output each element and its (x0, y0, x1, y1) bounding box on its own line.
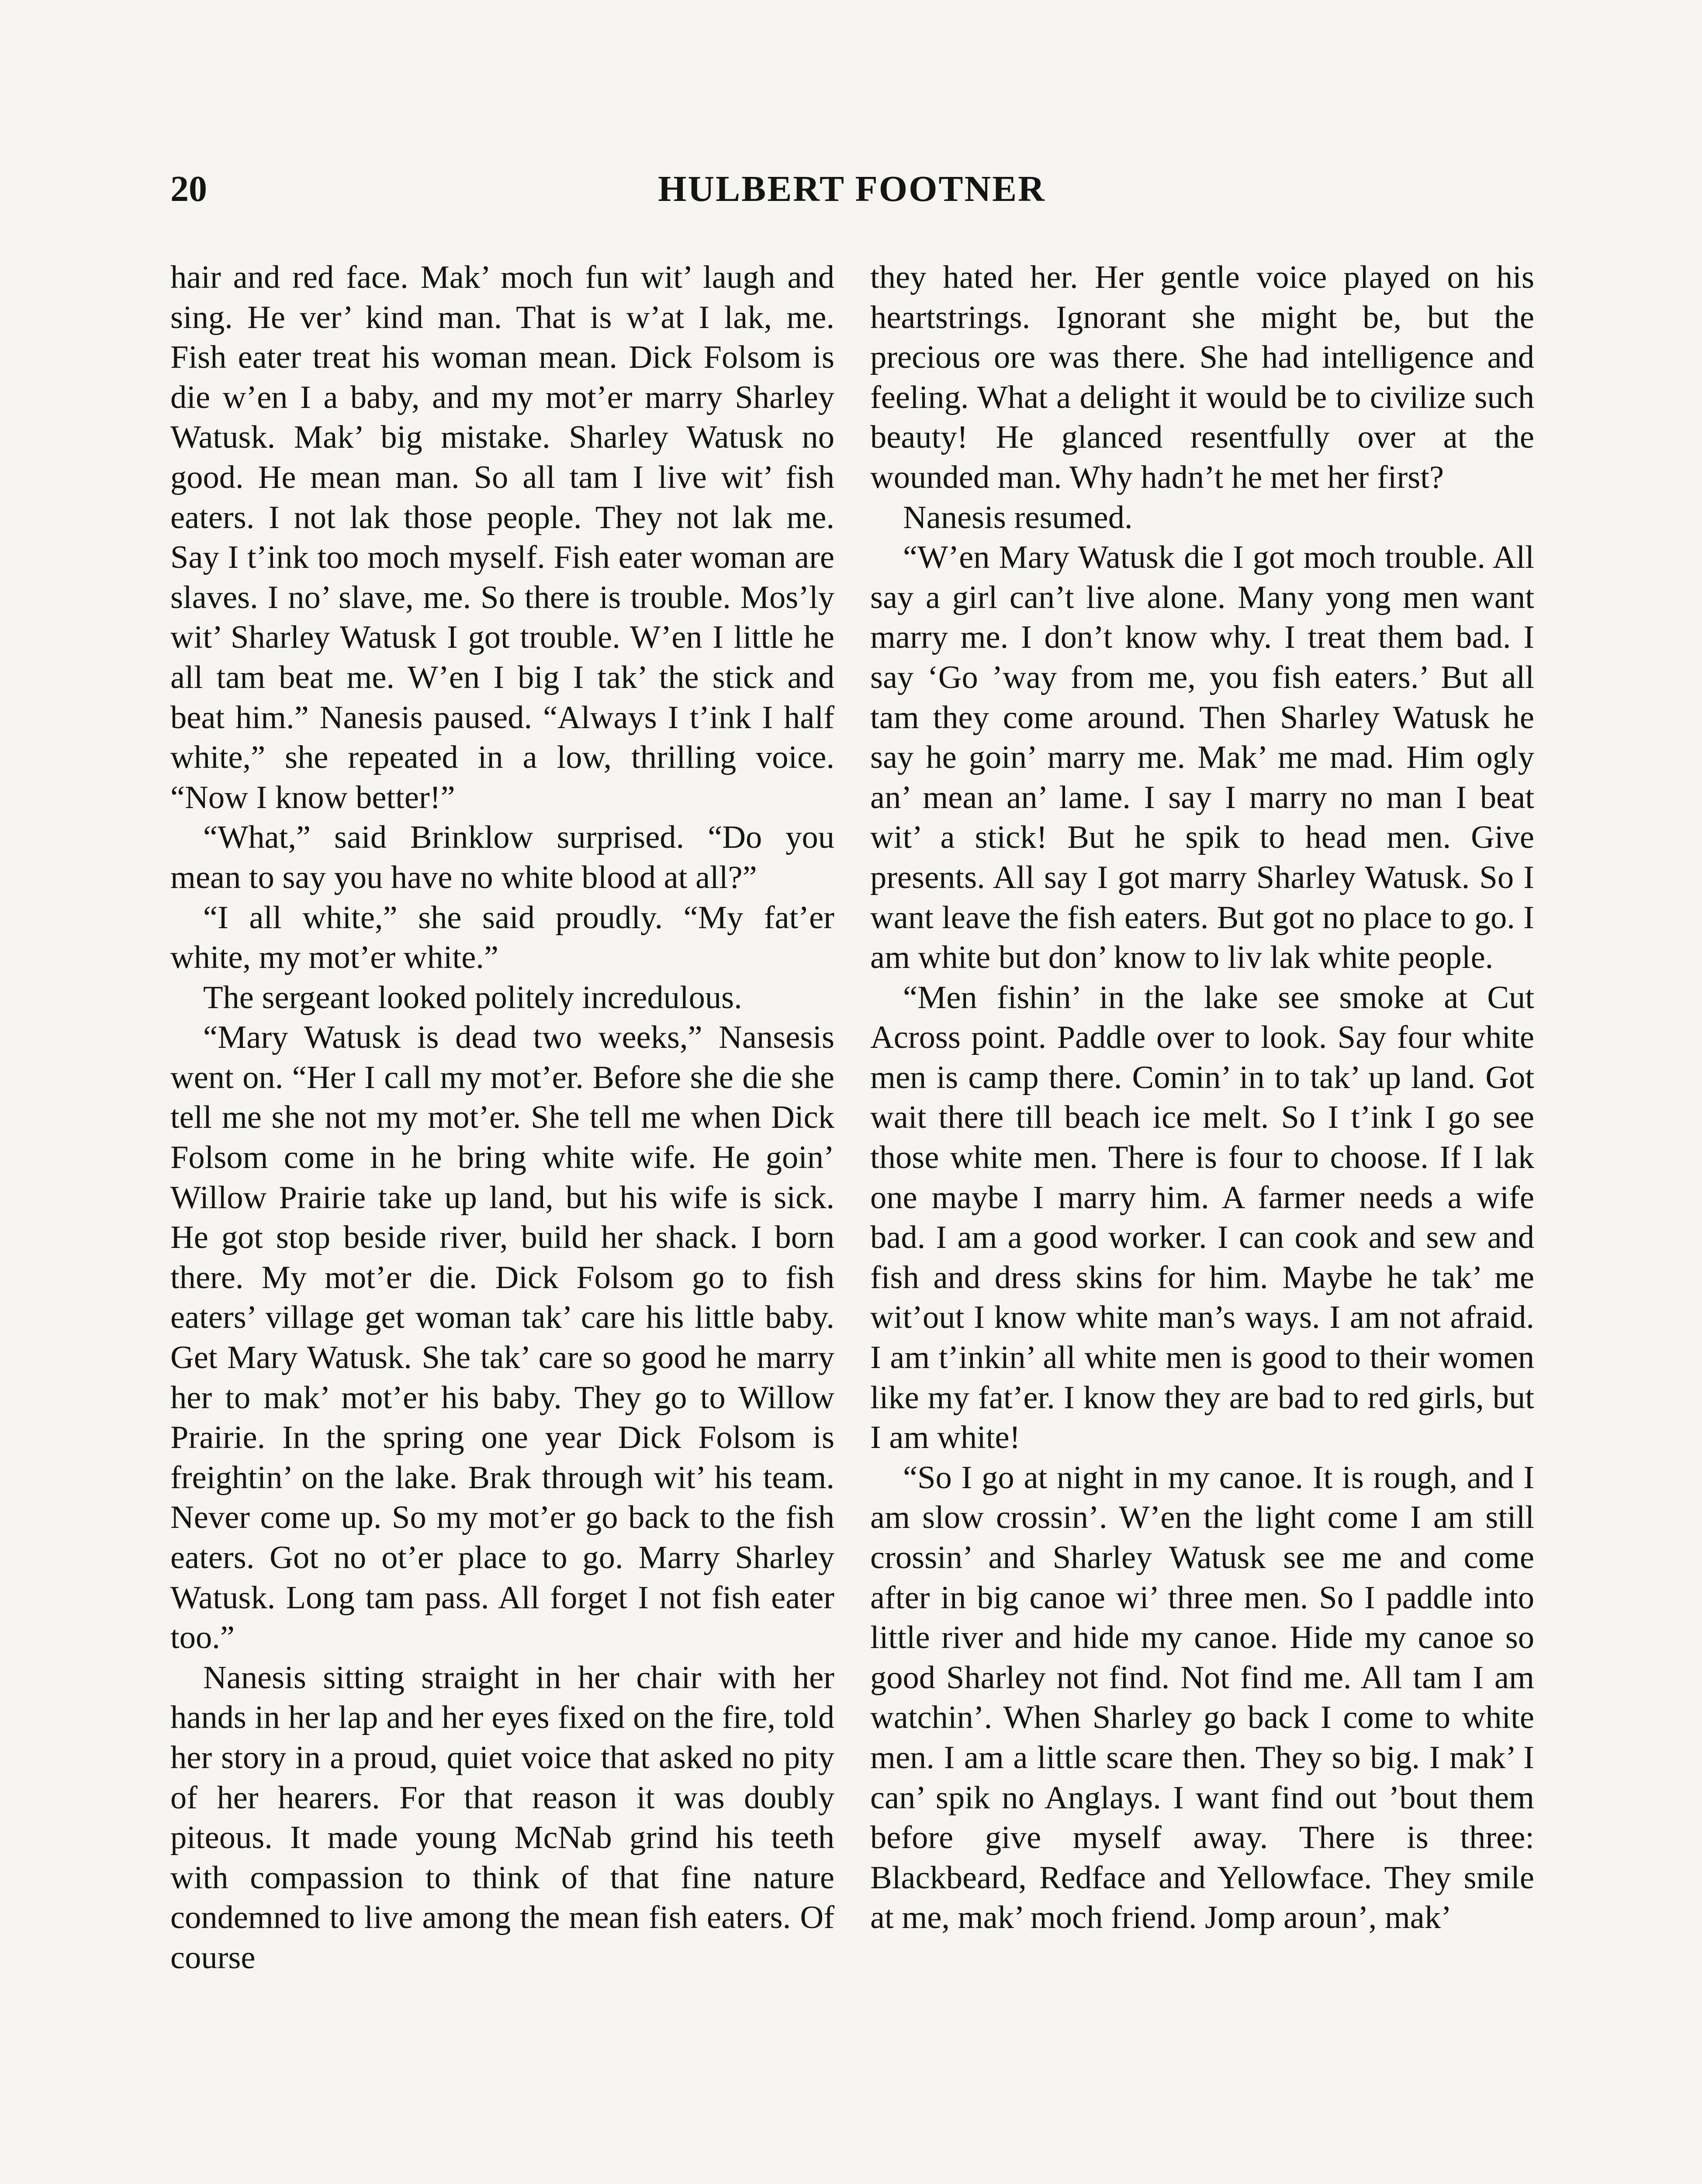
paragraph: Nanesis sitting straight in her chair with her hands in her lap and her eyes fixed on the fire, told her story in a proud, quiet voice that asked no pity of her hearers. For that reason it was doubly piteous. It made young McNab grind his teeth with compassion to think of that fine nature condemned to live among the mean fish eaters. Of course (170, 1659, 834, 1976)
page-number: 20 (170, 169, 207, 209)
right-column (870, 258, 1534, 2184)
paragraph: “What,” said Brinklow surprised. “Do you mean to say you have no white blood at all?” (170, 819, 834, 895)
paragraph: “W’en Mary Watusk die I got moch trouble. All say a girl can’t live alone. Many yong men want marry me. I don’t know why. I treat them bad. I say ‘Go ’way from me, you fish eaters.’ But all tam they come around. Then Sharley Watusk he say he goin’ marry me. Mak’ me mad. Him ogly an’ mean an’ lame. I say I marry no man I beat wit’ a stick! But he spik to head men. Give presents. All say I got marry Sharley Watusk. So I want leave the fish eaters. But got no place to go. I am white but don’ know to liv lak white people. (870, 539, 1534, 976)
paragraph: “So I go at night in my canoe. It is rough, and I am slow crossin’. W’en the light come I am still crossin’ and Sharley Watusk see me and come after in big canoe wi’ three men. So I paddle into little river and hide my canoe. Hide my canoe so good Sharley not find. Not find me. All tam I am watchin’. When Sharley go back I come to white men. I am a little scare then. They so big. I mak’ I can’ spik no Anglays. I want find out ’bout them before give myself away. There is three: Blackbeard, Redface and Yellowface. They smile at me, mak’ moch friend. Jomp aroun’, mak’ (870, 1459, 1534, 1936)
paragraph: “I all white,” she said proudly. “My fat’er white, my mot’er white.” (170, 899, 834, 976)
left-column (170, 258, 834, 2184)
paragraph: they hated her. Her gentle voice played on his heartstrings. Ignorant she might be, but the precious ore was there. She had intelligence and feeling. What a delight it would be to civilize such beauty! He glanced resentfully over at the wounded man. Why hadn’t he met her first? (870, 259, 1534, 495)
paragraph: The sergeant looked politely incredulous. (203, 979, 742, 1016)
running-head: HULBERT FOOTNER (658, 169, 1046, 209)
paragraph: Nanesis resumed. (903, 499, 1133, 536)
paragraph: “Men fishin’ in the lake see smoke at Cut Across point. Paddle over to look. Say four white men is camp there. Comin’ in to tak’ up land. Got wait there till beach ice melt. So I t’ink I go see those white men. There is four to choose. If I lak one maybe I marry him. A farmer needs a wife bad. I am a good worker. I can cook and sew and fish and dress skins for him. Maybe he tak’ me wit’out I know white man’s ways. I am not afraid. I am t’inkin’ all white men is good to their women like my fat’er. I know they are bad to red girls, but I am white! (870, 979, 1534, 1456)
paragraph: hair and red face. Mak’ moch fun wit’ laugh and sing. He ver’ kind man. That is w’at I lak, me. Fish eater treat his woman mean. Dick Folsom is die w’en I a baby, and my mot’er marry Sharley Watusk. Mak’ big mistake. Sharley Watusk no good. He mean man. So all tam I live wit’ fish eaters. I not lak those people. They not lak me. Say I t’ink too moch myself. Fish eater woman are slaves. I no’ slave, me. So there is trouble. Mos’ly wit’ Sharley Watusk I got trouble. W’en I little he all tam beat me. W’en I big I tak’ the stick and beat him.” Nanesis paused. “Always I t’ink I half white,” she repeated in a low, thrilling voice. “Now I know better!” (170, 259, 834, 816)
paragraph: “Mary Watusk is dead two weeks,” Nansesis went on. “Her I call my mot’er. Before she die she tell me she not my mot’er. She tell me when Dick Folsom come in he bring white wife. He goin’ Willow Prairie take up land, but his wife is sick. He got stop beside river, build her shack. I born there. My mot’er die. Dick Folsom go to fish eaters’ village get woman tak’ care his little baby. Get Mary Watusk. She tak’ care so good he marry her to mak’ mot’er his baby. They go to Willow Prairie. In the spring one year Dick Folsom is freightin’ on the lake. Brak through wit’ his team. Never come up. So my mot’er go back to the fish eaters. Got no ot’er place to go. Marry Sharley Watusk. Long tam pass. All forget I not fish eater too.” (170, 1019, 834, 1656)
page-header (170, 165, 1533, 213)
